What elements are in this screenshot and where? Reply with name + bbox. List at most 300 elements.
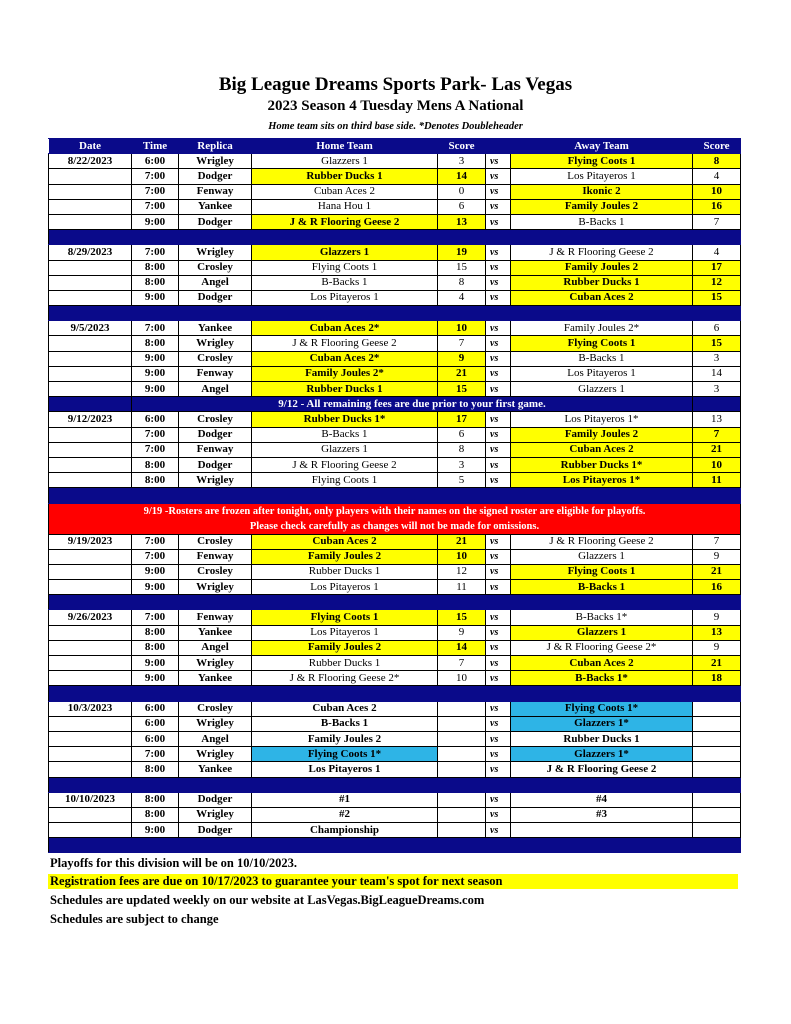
away-score: 6 <box>693 321 741 336</box>
separator-cell <box>438 595 486 610</box>
registration-note: Registration fees are due on 10/17/2023 to guarantee your team's spot for next season <box>48 874 738 889</box>
game-date <box>49 580 132 595</box>
away-team: Glazzers 1* <box>511 747 693 762</box>
separator-cell <box>511 230 693 245</box>
game-date <box>49 382 132 397</box>
game-replica: Dodger <box>179 214 252 229</box>
away-team: Los Pitayeros 1* <box>511 412 693 427</box>
game-time: 8:00 <box>132 275 179 290</box>
home-score: 14 <box>438 169 486 184</box>
game-time: 8:00 <box>132 792 179 807</box>
separator-cell <box>511 686 693 701</box>
home-score: 3 <box>438 154 486 169</box>
vs-label: vs <box>486 807 511 822</box>
vs-label: vs <box>486 580 511 595</box>
game-row <box>49 534 741 549</box>
game-date <box>49 731 132 746</box>
game-date <box>49 640 132 655</box>
game-time: 6:00 <box>132 701 179 716</box>
game-replica: Dodger <box>179 823 252 838</box>
away-team: Rubber Ducks 1* <box>511 457 693 472</box>
game-time: 9:00 <box>132 671 179 686</box>
game-row <box>49 716 741 731</box>
game-time: 8:00 <box>132 260 179 275</box>
game-row <box>49 442 741 457</box>
game-time: 8:00 <box>132 473 179 488</box>
separator-cell <box>132 838 179 853</box>
away-team: #3 <box>511 807 693 822</box>
separator-cell <box>252 686 438 701</box>
game-time: 9:00 <box>132 564 179 579</box>
game-time: 9:00 <box>132 823 179 838</box>
home-team: Glazzers 1 <box>252 442 438 457</box>
game-time: 6:00 <box>132 731 179 746</box>
game-time: 9:00 <box>132 214 179 229</box>
vs-label: vs <box>486 412 511 427</box>
roster-notice-row <box>49 503 741 534</box>
separator-cell <box>438 488 486 503</box>
game-replica: Crosley <box>179 260 252 275</box>
away-score: 12 <box>693 275 741 290</box>
vs-label: vs <box>486 549 511 564</box>
away-team: #4 <box>511 792 693 807</box>
game-row <box>49 625 741 640</box>
header-away-team: Away Team <box>511 139 693 154</box>
game-date <box>49 747 132 762</box>
away-score: 4 <box>693 169 741 184</box>
game-date <box>49 716 132 731</box>
separator-cell <box>179 777 252 792</box>
home-team: J & R Flooring Geese 2* <box>252 671 438 686</box>
away-score: 10 <box>693 184 741 199</box>
game-row <box>49 610 741 625</box>
game-replica: Dodger <box>179 457 252 472</box>
separator-cell <box>132 230 179 245</box>
vs-label: vs <box>486 260 511 275</box>
away-team <box>511 823 693 838</box>
home-score: 14 <box>438 640 486 655</box>
game-time: 9:00 <box>132 580 179 595</box>
fees-notice-row <box>49 397 741 412</box>
game-date <box>49 169 132 184</box>
away-score <box>693 701 741 716</box>
game-replica: Yankee <box>179 625 252 640</box>
home-score: 7 <box>438 336 486 351</box>
away-score <box>693 823 741 838</box>
game-date <box>49 473 132 488</box>
game-row <box>49 382 741 397</box>
game-time: 8:00 <box>132 807 179 822</box>
away-team: Flying Coots 1 <box>511 564 693 579</box>
home-team: Flying Coots 1 <box>252 610 438 625</box>
away-score: 13 <box>693 412 741 427</box>
game-date <box>49 336 132 351</box>
game-replica: Fenway <box>179 442 252 457</box>
vs-label: vs <box>486 245 511 260</box>
vs-label: vs <box>486 199 511 214</box>
vs-label: vs <box>486 457 511 472</box>
home-score: 0 <box>438 184 486 199</box>
game-replica: Dodger <box>179 169 252 184</box>
game-date: 10/3/2023 <box>49 701 132 716</box>
vs-label: vs <box>486 716 511 731</box>
vs-label: vs <box>486 169 511 184</box>
game-replica: Wrigley <box>179 154 252 169</box>
away-score: 16 <box>693 580 741 595</box>
game-row <box>49 245 741 260</box>
away-score: 9 <box>693 640 741 655</box>
game-row <box>49 260 741 275</box>
game-row <box>49 412 741 427</box>
game-date <box>49 214 132 229</box>
game-replica: Crosley <box>179 351 252 366</box>
header-time: Time <box>132 139 179 154</box>
separator-cell <box>49 306 132 321</box>
home-score: 10 <box>438 321 486 336</box>
separator-cell <box>252 777 438 792</box>
table-header <box>49 139 741 154</box>
vs-label: vs <box>486 656 511 671</box>
away-score: 21 <box>693 442 741 457</box>
away-team: B-Backs 1 <box>511 351 693 366</box>
game-time: 7:00 <box>132 245 179 260</box>
game-row <box>49 823 741 838</box>
home-score: 19 <box>438 245 486 260</box>
game-time: 9:00 <box>132 656 179 671</box>
home-team: J & R Flooring Geese 2 <box>252 214 438 229</box>
vs-label: vs <box>486 701 511 716</box>
game-row <box>49 169 741 184</box>
vs-label: vs <box>486 610 511 625</box>
vs-label: vs <box>486 564 511 579</box>
separator-cell <box>693 838 741 853</box>
vs-label: vs <box>486 792 511 807</box>
home-score: 6 <box>438 427 486 442</box>
game-row <box>49 321 741 336</box>
game-replica: Wrigley <box>179 473 252 488</box>
game-replica: Angel <box>179 731 252 746</box>
separator-cell <box>179 306 252 321</box>
separator-cell <box>252 488 438 503</box>
away-team: B-Backs 1 <box>511 214 693 229</box>
roster-notice-line1: 9/19 -Rosters are frozen after tonight, only players with their names on the signed roster are eligible for playoffs. <box>143 505 646 517</box>
separator-cell <box>438 686 486 701</box>
away-score: 8 <box>693 154 741 169</box>
separator-row <box>49 777 741 792</box>
notice-cell <box>693 397 741 412</box>
game-time: 7:00 <box>132 610 179 625</box>
away-score: 15 <box>693 290 741 305</box>
vs-label: vs <box>486 154 511 169</box>
separator-cell <box>511 838 693 853</box>
away-team: Flying Coots 1 <box>511 336 693 351</box>
separator-cell <box>49 488 132 503</box>
away-score: 16 <box>693 199 741 214</box>
separator-cell <box>486 230 511 245</box>
home-team: Rubber Ducks 1* <box>252 412 438 427</box>
away-score <box>693 792 741 807</box>
separator-row <box>49 686 741 701</box>
vs-label: vs <box>486 290 511 305</box>
home-team: Glazzers 1 <box>252 154 438 169</box>
game-replica: Yankee <box>179 199 252 214</box>
game-row <box>49 807 741 822</box>
game-replica: Wrigley <box>179 580 252 595</box>
roster-notice-line2: Please check carefully as changes will not be made for omissions. <box>249 520 540 532</box>
game-date: 9/19/2023 <box>49 534 132 549</box>
away-score: 15 <box>693 336 741 351</box>
away-score: 9 <box>693 610 741 625</box>
away-team: Glazzers 1 <box>511 625 693 640</box>
vs-label: vs <box>486 442 511 457</box>
game-time: 8:00 <box>132 625 179 640</box>
home-score <box>438 807 486 822</box>
game-row <box>49 275 741 290</box>
game-row <box>49 549 741 564</box>
home-team: Cuban Aces 2 <box>252 701 438 716</box>
game-time: 9:00 <box>132 382 179 397</box>
home-score: 13 <box>438 214 486 229</box>
home-team: Flying Coots 1 <box>252 473 438 488</box>
separator-cell <box>252 595 438 610</box>
home-team: Championship <box>252 823 438 838</box>
separator-row <box>49 595 741 610</box>
away-team: J & R Flooring Geese 2 <box>511 762 693 777</box>
header-replica: Replica <box>179 139 252 154</box>
game-date <box>49 366 132 381</box>
game-replica: Angel <box>179 275 252 290</box>
game-date <box>49 442 132 457</box>
game-row <box>49 184 741 199</box>
vs-label: vs <box>486 382 511 397</box>
game-replica: Fenway <box>179 610 252 625</box>
home-team: Family Joules 2 <box>252 549 438 564</box>
home-team: Cuban Aces 2 <box>252 184 438 199</box>
separator-cell <box>693 306 741 321</box>
game-date: 8/22/2023 <box>49 154 132 169</box>
home-team: B-Backs 1 <box>252 275 438 290</box>
game-date <box>49 199 132 214</box>
vs-label: vs <box>486 640 511 655</box>
game-row <box>49 351 741 366</box>
game-time: 9:00 <box>132 366 179 381</box>
home-score <box>438 716 486 731</box>
vs-label: vs <box>486 534 511 549</box>
home-score <box>438 792 486 807</box>
away-team: Los Pitayeros 1 <box>511 169 693 184</box>
game-date <box>49 351 132 366</box>
away-score: 3 <box>693 382 741 397</box>
schedule-table <box>48 138 741 853</box>
vs-label: vs <box>486 366 511 381</box>
game-replica: Angel <box>179 640 252 655</box>
home-score <box>438 762 486 777</box>
home-score: 8 <box>438 275 486 290</box>
home-score: 9 <box>438 351 486 366</box>
home-team: Los Pitayeros 1 <box>252 625 438 640</box>
game-row <box>49 564 741 579</box>
game-row <box>49 473 741 488</box>
page-title: Big League Dreams Sports Park- Las Vegas <box>218 74 573 95</box>
game-time: 7:00 <box>132 442 179 457</box>
away-score: 7 <box>693 427 741 442</box>
game-row <box>49 656 741 671</box>
game-row <box>49 580 741 595</box>
game-row <box>49 154 741 169</box>
fees-notice: 9/12 - All remaining fees are due prior to your first game. <box>132 397 693 412</box>
away-score: 10 <box>693 457 741 472</box>
vs-label: vs <box>486 321 511 336</box>
home-team: Glazzers 1 <box>252 245 438 260</box>
home-team: Rubber Ducks 1 <box>252 564 438 579</box>
separator-cell <box>49 777 132 792</box>
away-team: J & R Flooring Geese 2* <box>511 640 693 655</box>
home-score: 15 <box>438 382 486 397</box>
game-time: 7:00 <box>132 199 179 214</box>
header-away-score: Score <box>693 139 741 154</box>
away-team: Cuban Aces 2 <box>511 442 693 457</box>
home-score: 15 <box>438 610 486 625</box>
separator-cell <box>132 306 179 321</box>
game-date: 9/5/2023 <box>49 321 132 336</box>
game-time: 8:00 <box>132 336 179 351</box>
separator-cell <box>486 686 511 701</box>
away-team: Cuban Aces 2 <box>511 656 693 671</box>
game-row <box>49 336 741 351</box>
separator-cell <box>179 838 252 853</box>
separator-cell <box>49 230 132 245</box>
home-score: 4 <box>438 290 486 305</box>
away-team: Family Joules 2 <box>511 427 693 442</box>
home-score: 8 <box>438 442 486 457</box>
away-team: Los Pitayeros 1 <box>511 366 693 381</box>
header-home-team: Home Team <box>252 139 438 154</box>
away-score: 21 <box>693 656 741 671</box>
home-team: J & R Flooring Geese 2 <box>252 336 438 351</box>
game-time: 7:00 <box>132 534 179 549</box>
home-score: 6 <box>438 199 486 214</box>
game-time: 7:00 <box>132 427 179 442</box>
schedule-note: Home team sits on third base side. *Denotes Doubleheader <box>268 121 523 132</box>
game-replica: Dodger <box>179 427 252 442</box>
separator-cell <box>438 777 486 792</box>
game-replica: Wrigley <box>179 747 252 762</box>
header-vs <box>486 139 511 154</box>
home-team: Rubber Ducks 1 <box>252 169 438 184</box>
playoffs-note: Playoffs for this division will be on 10/10/2023. <box>50 856 298 870</box>
away-team: B-Backs 1 <box>511 580 693 595</box>
game-row <box>49 199 741 214</box>
home-team: B-Backs 1 <box>252 716 438 731</box>
away-team: Glazzers 1* <box>511 716 693 731</box>
game-date <box>49 184 132 199</box>
separator-cell <box>693 595 741 610</box>
game-replica: Fenway <box>179 549 252 564</box>
separator-cell <box>486 488 511 503</box>
away-score: 17 <box>693 260 741 275</box>
away-team: Cuban Aces 2 <box>511 290 693 305</box>
home-team: Cuban Aces 2 <box>252 534 438 549</box>
away-team: J & R Flooring Geese 2 <box>511 534 693 549</box>
game-replica: Wrigley <box>179 336 252 351</box>
separator-row <box>49 838 741 853</box>
separator-cell <box>252 838 438 853</box>
separator-cell <box>438 230 486 245</box>
game-date <box>49 625 132 640</box>
header-date: Date <box>49 139 132 154</box>
game-date <box>49 807 132 822</box>
separator-row <box>49 488 741 503</box>
game-date <box>49 823 132 838</box>
home-team: Cuban Aces 2* <box>252 351 438 366</box>
away-score: 3 <box>693 351 741 366</box>
away-score: 21 <box>693 564 741 579</box>
away-score: 18 <box>693 671 741 686</box>
home-team: Los Pitayeros 1 <box>252 290 438 305</box>
home-score: 9 <box>438 625 486 640</box>
vs-label: vs <box>486 275 511 290</box>
away-team: B-Backs 1* <box>511 610 693 625</box>
game-row <box>49 671 741 686</box>
separator-row <box>49 230 741 245</box>
game-date <box>49 275 132 290</box>
vs-label: vs <box>486 762 511 777</box>
game-time: 8:00 <box>132 640 179 655</box>
away-score: 11 <box>693 473 741 488</box>
vs-label: vs <box>486 671 511 686</box>
home-team: Rubber Ducks 1 <box>252 656 438 671</box>
game-date <box>49 671 132 686</box>
away-score: 4 <box>693 245 741 260</box>
separator-cell <box>438 838 486 853</box>
away-score <box>693 807 741 822</box>
home-score: 10 <box>438 549 486 564</box>
game-row <box>49 640 741 655</box>
game-replica: Yankee <box>179 321 252 336</box>
game-date: 9/12/2023 <box>49 412 132 427</box>
game-time: 6:00 <box>132 412 179 427</box>
away-team: Family Joules 2* <box>511 321 693 336</box>
separator-cell <box>693 230 741 245</box>
away-team: Los Pitayeros 1* <box>511 473 693 488</box>
game-replica: Crosley <box>179 412 252 427</box>
home-score <box>438 823 486 838</box>
game-date <box>49 656 132 671</box>
away-team: Glazzers 1 <box>511 549 693 564</box>
home-score: 21 <box>438 366 486 381</box>
game-replica: Crosley <box>179 534 252 549</box>
game-date <box>49 549 132 564</box>
game-date <box>49 564 132 579</box>
away-score: 13 <box>693 625 741 640</box>
separator-cell <box>511 306 693 321</box>
separator-cell <box>693 488 741 503</box>
game-replica: Wrigley <box>179 716 252 731</box>
separator-cell <box>132 595 179 610</box>
separator-cell <box>252 230 438 245</box>
separator-cell <box>179 488 252 503</box>
away-team: Family Joules 2 <box>511 260 693 275</box>
home-score: 5 <box>438 473 486 488</box>
game-replica: Dodger <box>179 290 252 305</box>
game-date <box>49 427 132 442</box>
vs-label: vs <box>486 336 511 351</box>
roster-notice <box>49 503 741 534</box>
game-time: 7:00 <box>132 747 179 762</box>
home-score: 12 <box>438 564 486 579</box>
separator-cell <box>486 777 511 792</box>
separator-cell <box>132 777 179 792</box>
